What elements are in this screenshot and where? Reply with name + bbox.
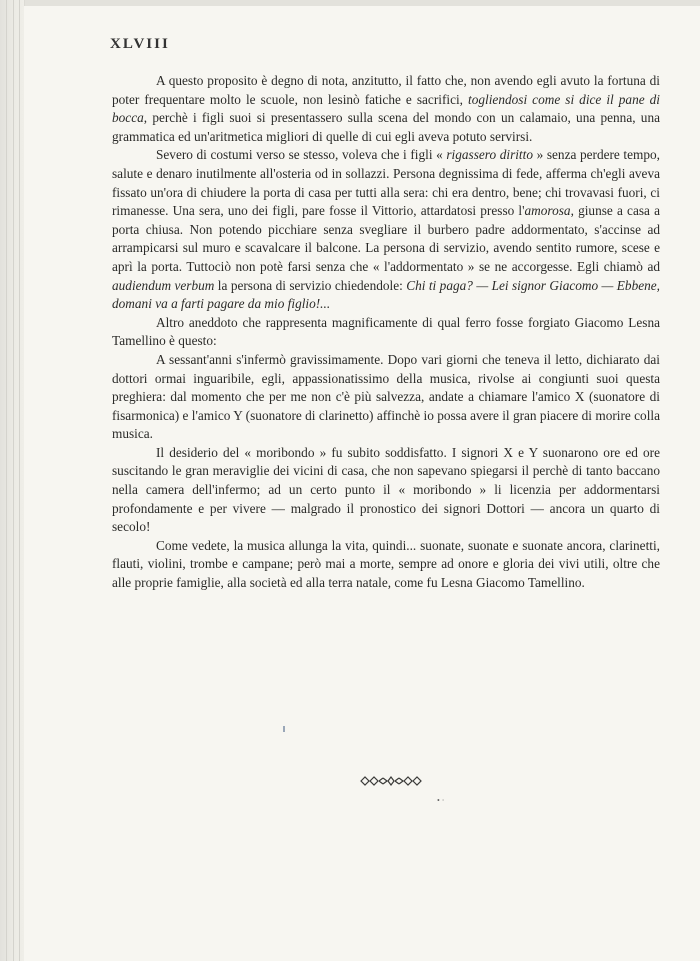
text-run: Altro aneddoto che rappresenta magnificamente di qual ferro fosse forgiato Giacomo Lesna Tamellino è questo:: [112, 314, 660, 349]
italic-text-run: togliendosi come si dice il pane di bocca: [112, 91, 660, 126]
italic-text-run: Chi ti paga? — Lei signor Giacomo — Ebbene, domani va a farti pagare da mio figlio!...: [112, 277, 660, 312]
text-run: A sessant'anni s'infermò gravissimamente. Dopo vari giorni che teneva il letto, dichiarato dai dottori ormai inguaribile, egli, appassionatissimo della musica, rivolse ai congiunti suoi questa preghiera: dal momento che per me non c'è più salvezza, andate a chiamare l'amico X (suonatore di fisarmonica) e l'amico Y (suonatore di clarinetto) affinchè io possa avere il gran piacere di morire colla musica.: [112, 351, 660, 442]
paragraph: [112, 444, 660, 537]
tailpiece-svg-icon: [360, 775, 422, 787]
paragraph: [112, 351, 660, 444]
text-run: la persona di servizio chiedendole:: [214, 277, 407, 293]
decorative-tailpiece-icon: [360, 775, 422, 791]
paragraph: [112, 314, 660, 351]
paragraph: [112, 537, 660, 593]
binding-edge: [0, 0, 25, 961]
italic-text-run: audiendum verbum: [112, 277, 215, 293]
ink-mark: [283, 726, 285, 732]
paragraph: [112, 72, 660, 146]
text-run: Il desiderio del « moribondo » fu subito soddisfatto. I signori X e Y suonarono ore ed ore suscitando le gran meraviglie dei vicini di casa, che non sapevano spiegarsi il perchè di tanto baccano nella camera dell'infermo; ad un certo punto il « moribondo » li licenzia per addormentarsi profondamente e per vivere — malgrado il pronostico dei signori Dottori — ancora un quarto di secolo!: [112, 444, 660, 535]
text-run: » senza perdere tempo, salute e denaro inutilmente all'osteria od in sollazzi. Persona degnissima di fede, afferma ch'egli aveva fissato un'ora di chiudere la porta di casa per tutti alla sera: chi era dentro, bene; chi trovavasi fuori, ci rimanesse. Una sera, uno dei figli, pare fosse il Vittorio, attardatosi presso l': [112, 147, 660, 219]
ink-specks: • ·: [437, 796, 445, 805]
italic-text-run: amorosa: [524, 203, 571, 219]
text-run: Come vedete, la musica allunga la vita, quindi... suonate, suonate e suonate ancora, clarinetti, flauti, violini, trombe e campane; però mai a morte, sempre ad onore e gloria dei vivi utili, oltre che alle proprie famiglie, alla società ed alla terra natale, come fu Lesna Giacomo Tamellino.: [112, 537, 660, 591]
italic-text-run: rigassero diritto: [446, 147, 533, 163]
text-run: Severo di costumi verso se stesso, voleva che i figli «: [156, 147, 447, 163]
body-text: [112, 72, 660, 593]
paragraph: [112, 146, 660, 313]
text-run: , giunse a casa a porta chiusa. Non potendo picchiare senza svegliare il burbero padre addormentato, s'accinse ad arrampicarsi sul muro e scavalcare il balcone. La persona di servizio, avendo sentito rumore, scese e aprì la porta. Tuttociò non potè farsi senza che « l'addormentato » se ne accorgesse. Egli chiamò ad: [112, 203, 660, 274]
page-number: XLVIII: [110, 36, 170, 52]
text-run: , perchè i figli suoi si presentassero sulla scena del mondo con un calamaio, una penna, una grammatica ed un'aritmetica migliori di quelle di cui egli aveva potuto servirsi.: [112, 110, 660, 144]
text-run: A questo proposito è degno di nota, anzitutto, il fatto che, non avendo egli avuto la fortuna di poter frequentare molto le scuole, non lesinò fatiche e sacrifici,: [112, 73, 660, 107]
